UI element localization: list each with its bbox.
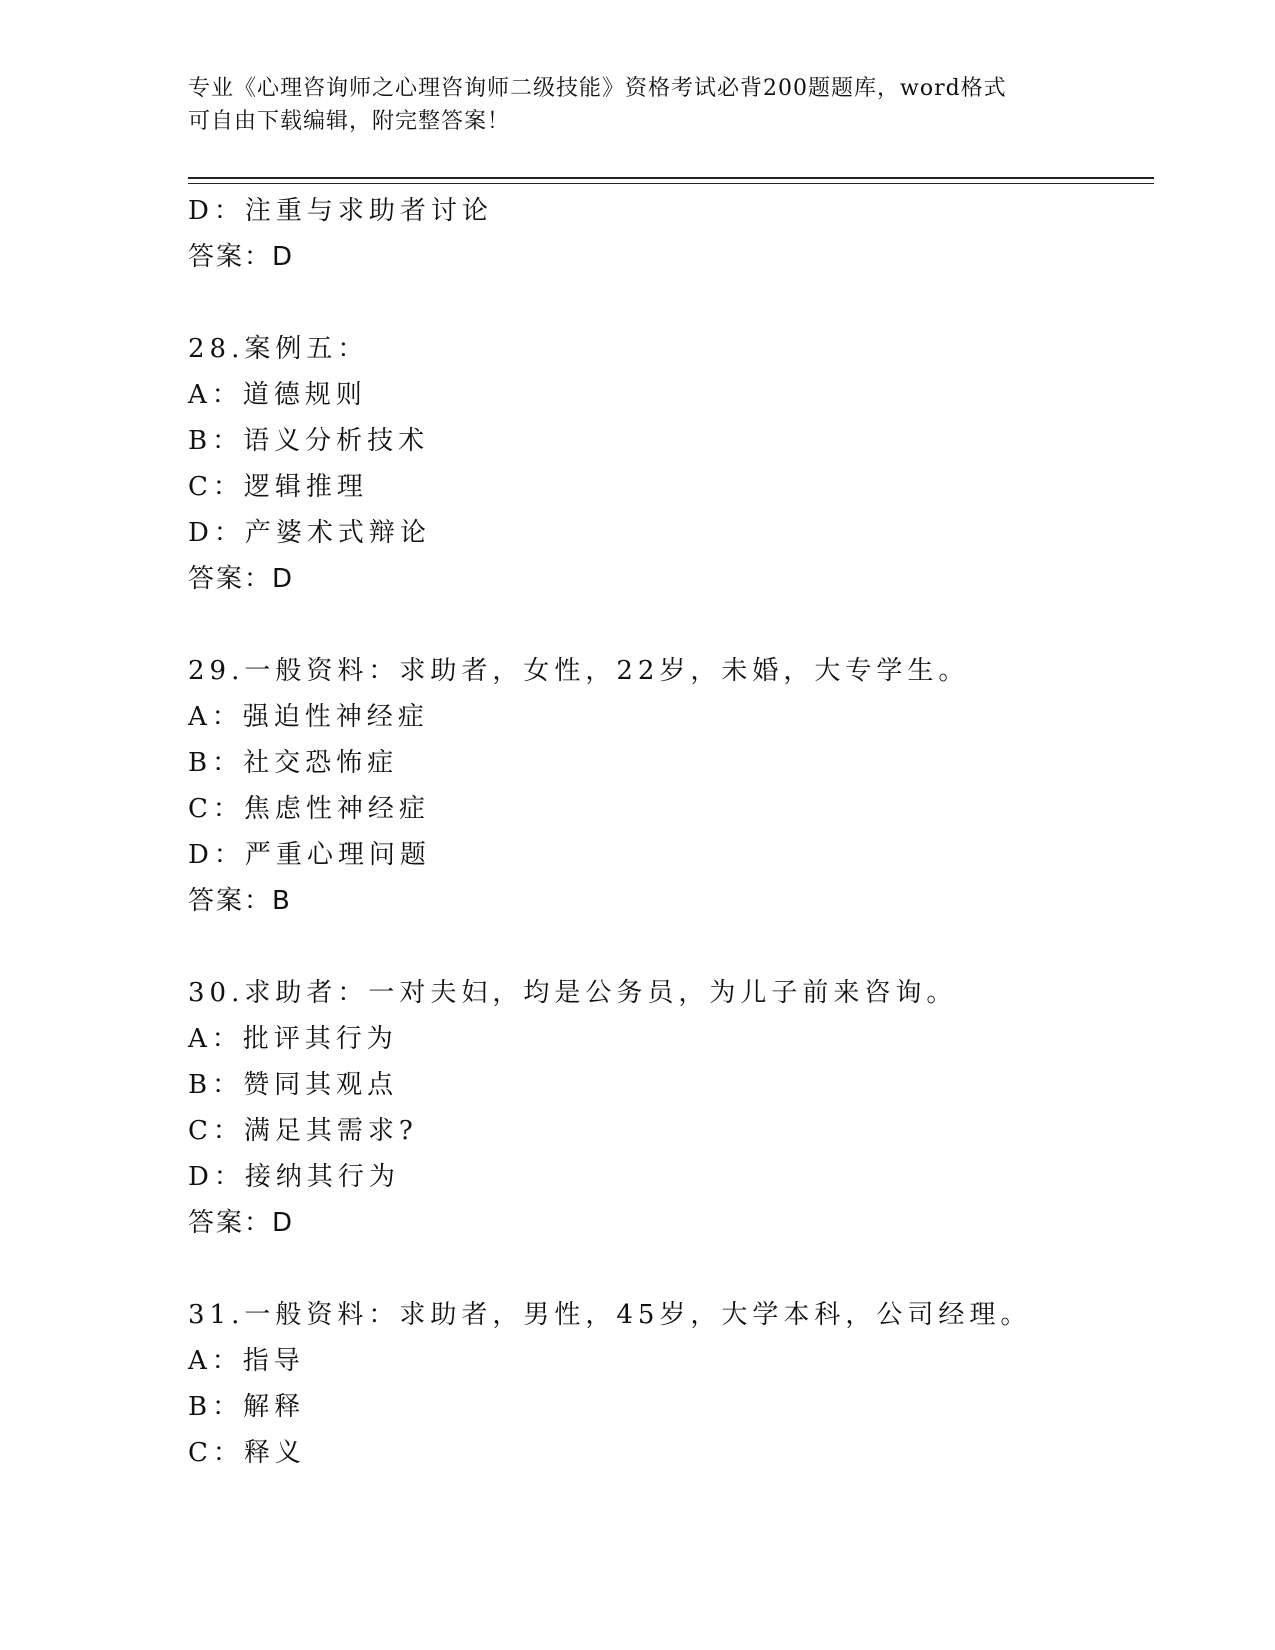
answer-line: 答案：D [188, 242, 295, 272]
option-b: B：解释 [188, 1392, 306, 1422]
question-31 [188, 1292, 1148, 1476]
question-30 [188, 970, 1148, 1246]
document-header [188, 72, 1088, 138]
option-d: D：产婆术式辩论 [188, 518, 431, 548]
option-a: A：批评其行为 [188, 1024, 398, 1054]
option-c: C：满足其需求? [188, 1116, 418, 1146]
question-stem: 30.求助者：一对夫妇，均是公务员，为儿子前来咨询。 [188, 978, 958, 1008]
option-d: D：注重与求助者讨论 [188, 196, 493, 226]
question-stem: 31.一般资料：求助者，男性，45岁，大学本科，公司经理。 [188, 1300, 1032, 1330]
option-a: A：强迫性神经症 [188, 702, 429, 732]
question-list [188, 188, 1148, 1476]
header-line-2: 可自由下载编辑，附完整答案！ [188, 109, 511, 134]
answer-line: 答案：D [188, 564, 295, 594]
option-b: B：语义分析技术 [188, 426, 430, 456]
option-d: D：接纳其行为 [188, 1162, 400, 1192]
answer-line: 答案：D [188, 1208, 295, 1238]
option-c: C：焦虑性神经症 [188, 794, 430, 824]
question-28 [188, 326, 1148, 602]
question-29 [188, 648, 1148, 924]
option-a: A：指导 [188, 1346, 305, 1376]
header-divider-thin [188, 183, 1154, 184]
option-c: C：释义 [188, 1438, 306, 1468]
option-b: B：社交恐怖症 [188, 748, 399, 778]
option-b: B：赞同其观点 [188, 1070, 399, 1100]
answer-line: 答案：B [188, 886, 292, 916]
option-c: C：逻辑推理 [188, 472, 368, 502]
question-stem: 28.案例五： [188, 334, 369, 364]
header-divider-thick [188, 177, 1154, 179]
option-a: A：道德规则 [188, 380, 367, 410]
option-d: D：严重心理问题 [188, 840, 431, 870]
header-line-1: 专业《心理咨询师之心理咨询师二级技能》资格考试必背200题题库，word格式 [188, 76, 1007, 101]
question-stem: 29.一般资料：求助者，女性，22岁，未婚，大专学生。 [188, 656, 970, 686]
